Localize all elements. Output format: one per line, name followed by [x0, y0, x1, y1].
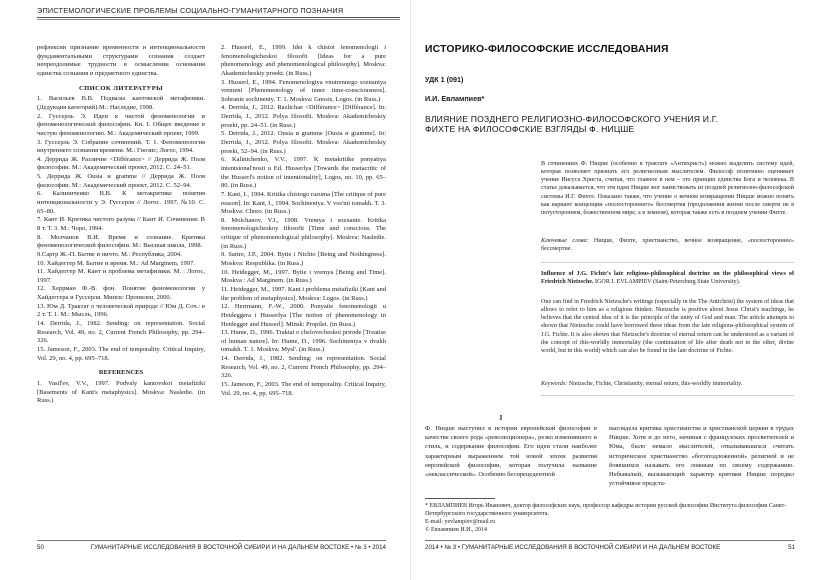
- en-reference-item: 14. Derrida, J., 1982. Sending: on representation. Social Research, Vol. 49, no. 2, Current French Philosophy, pp. 294–326.: [221, 355, 386, 380]
- footnote-copyright: © Евлампиев И.И., 2014: [425, 527, 488, 534]
- abstract-divider-2: [541, 395, 794, 396]
- ru-reference-item: 7. Кант И. Критика чистого разума // Кант И. Сочинения: В 8 т. Т. 3. М.: Чоро, 1994.: [37, 216, 205, 232]
- keywords-ru-label: Ключевые слова:: [541, 238, 589, 244]
- keywords-en-label: Keywords:: [541, 381, 568, 387]
- en-reference-item: 13. Hume, D., 1996. Traktat o chelovecheskoi prirode [Treatise of human nature]. In: Hume, D., 1996. Sochineniya v dvukh tomakh. T. 1. Moskva: Mysl'. (in Russ.): [221, 329, 386, 354]
- en-reference-item: 11. Heidegger, M., 1997. Kant i problema metafiziki [Kant and the problem of metaphysics]. Moskva: Logos. (in Russ.): [221, 285, 386, 302]
- ru-references-title: СПИСОК ЛИТЕРАТУРЫ: [78, 84, 164, 92]
- en-reference-item: 2. Husserl, E., 1999. Idei k chistoi fenomenologii i fenomenologicheskoi filosofii [Ideas for a pure phenomenology and phenomenological philosophy]. Moskva: Akademicheskiy proekt. (in Russ.): [221, 44, 386, 77]
- en-reference-item: 3. Husserl, E., 1994. Fenomenologiya vnutrennego soznaniya vremeni [Phenomenology of inner time-consciousness]. Sobranie sochineniy. T. 1. Moskva: Gnosis, Logos. (in Russ.): [221, 78, 386, 103]
- ru-reference-item: 1. Васильев В.В. Подвалы кантовской метафизики. (Дедукция категорий).М.: Наследие, 1998.: [37, 95, 205, 111]
- ru-reference-item: 5. Деррида Ж. Ousia и gramme // Деррида Ж. Поля философии. М.: Академический проект, 2012. С. 52–94.: [37, 173, 205, 189]
- ru-reference-item: 12. Херрман Ф.-В. фон. Понятие феноменологии у Хайдеггера и Гуссерля. Минск: Пропилеи, 2000.: [37, 285, 205, 302]
- en-reference-item: 6. Kalinichenko, V.V., 1997. K metakritike ponyatiya intentsional'nosti u Ed. Husserlya [Towards the metacritic of the Husserl's notion of intentionality], Logos, no. 10, pp. 65–80. (in Russ.): [221, 156, 386, 190]
- right-footer: [425, 544, 795, 551]
- journal-footer: ГУМАНИТАРНЫЕ ИССЛЕДОВАНИЯ В ВОСТОЧНОЙ СИБИРИ И НА ДАЛЬНЕМ ВОСТОКЕ • № 3 • 2014: [90, 544, 386, 551]
- keywords-en: [541, 380, 794, 388]
- body-column-1: Ф. Ницше выступил в истории европейской философии в качестве своего рода «революционера», резко изменившего и стиль, и содержание философии. Его идеи стали наиболее характерным выражением той новой эпохи развития европейской философии, которая получила название «неклассической». Особенно беспрецедентной: [425, 425, 597, 479]
- en-reference-item: 15. Jameson, F., 2003. The end of temporality. Critical Inquiry, Vol. 29, no. 4, pp. 695–718.: [221, 380, 386, 397]
- page-number: 51: [788, 544, 795, 551]
- ru-reference-item: 13. Юм Д. Трактат о человеческой природе // Юм Д. Соч.: в 2 т. Т. 1. М.: Мысль, 1996.: [37, 302, 205, 319]
- abstract-divider: [541, 262, 794, 263]
- left-footer: [37, 544, 386, 551]
- abstract-en: One can find in Friedrich Nietzsche's writings (especially in the The Antichrist) the system of ideas that allows to refer to him as a religious thinker. Nietzsche is positive about Jesus Christ's teachings, he believes that the central idea of it is the principle of the unity of God and man. The article attempts to shown that Nietzsche could have borrowed these ideas from the late religious-philosophical system of J.G. Fichte. It is also shown that Nietzsche's doctrine of eternal return can be understood as a variant of the concept of this-worldly immortality (the continuation of life after death not in the other, divine world, but in this world) which can also be found in the late doctrine of Fichte.: [541, 299, 794, 354]
- left-column-1: [37, 44, 205, 406]
- en-reference-item: 9. Sartre, J.P., 2004. Bytie i Nichto [Being and Nothingness]. Moskva: Respublika. (in Russ.): [221, 251, 386, 268]
- footer-rule: [37, 540, 386, 541]
- en-reference-item: 4. Derrida, J., 2012. Razlichae <Différance> [Différance]. In: Derrida, J., 2012. Polya filosofii. Moskva: Akademicheskiy proekt, pp. 24–51. (in Russ.): [221, 104, 386, 129]
- right-page: [410, 0, 820, 580]
- running-head: ЭПИСТЕМОЛОГИЧЕСКИЕ ПРОБЛЕМЫ СОЦИАЛЬНО-ГУМАНИТАРНОГО ПОЗНАНИЯ: [37, 6, 344, 15]
- journal-footer: 2014 • № 3 • ГУМАНИТАРНЫЕ ИССЛЕДОВАНИЯ В ВОСТОЧНОЙ СИБИРИ И НА ДАЛЬНЕМ ВОСТОКЕ: [425, 544, 721, 551]
- ru-reference-item: 15. Jameson, F., 2003. The end of temporality. Critical Inquiry, Vol. 29, no. 4, pp. 695–718.: [37, 345, 205, 362]
- keywords-ru: [541, 237, 794, 253]
- section-number: I: [499, 414, 503, 422]
- en-reference-item: 5. Derrida, J., 2012. Ousia и gramme [Ousia и gramme]. In: Derrida, J., 2012. Polya filosofii. Moskva: Akademicheskiy proekt, 52–94. (in Russ.): [221, 130, 386, 155]
- article-title: ВЛИЯНИЕ ПОЗДНЕГО РЕЛИГИОЗНО-ФИЛОСОФСКОГО УЧЕНИЯ И.Г. ФИХТЕ НА ФИЛОСОФСКИЕ ВЗГЛЯДЫ Ф. НИЦШЕ: [425, 114, 719, 135]
- keywords-ru-text: Ницше, Фихте, христианство, вечное возвращение, «посюстороннее» бессмертие.: [541, 238, 794, 253]
- ru-reference-item: 4. Деррида Ж. Различие <Différance> // Деррида Ж. Поля философии. М.: Академический проект, 2012. С. 24–51.: [37, 155, 205, 172]
- ru-reference-item: 2. Гуссерль Э. Идеи к чистой феноменологии и феноменологической философии. Кн. I. Общее введение в чистую феноменологию. М.: Академический проект, 1999.: [37, 112, 205, 137]
- ru-reference-item: 8. Молчанов В.И. Время и сознание. Критика феноменологической философии. М.: Высшая школа, 1998.: [37, 233, 205, 250]
- abstract-ru: В сочинениях Ф. Ницше (особенно в трактате «Антихрист») можно выделить систему идей, которая позволяет признать его религиозным мыслителем. Философ позитивно оценивает учение Иисуса Христа, считая, что главное в нем – это принцип единства Бога и человека. В статье доказывается, что эти идеи Ницше мог заимствовать из поздней религиозно-философской системы И.Г. Фихте. Показано также, что учение о вечном возвращении Ницше можно понять как вариант концепции «посюстороннего» бессмертия (продолжения жизни после смерти не в потустороннем, божественном мире, а в земном), которая также есть в позднем учении Фихте.: [541, 161, 794, 216]
- section-heading: ИСТОРИКО-ФИЛОСОФСКИЕ ИССЛЕДОВАНИЯ: [425, 44, 669, 55]
- en-reference-item: 1. Vasil'ev, V.V., 1997. Podvaly kantovskoi metafiziki [Basements of Kant's metaphysics]. Moskva: Nasledie. (in Russ.): [37, 379, 205, 405]
- left-column-2: [221, 44, 386, 398]
- footer-rule: [425, 540, 795, 541]
- ru-reference-item: 3. Гуссерль Э. Собрание сочинений. Т. 1. Феноменология внутреннего сознания времени. М.: Гнозис; Логос, 1994.: [37, 138, 205, 155]
- footnote-text: * ЕВЛАМПИЕВ Игорь Иванович, доктор философских наук, профессор кафедры истории русской философии Института философии Санкт-Петербургского государственного университета.: [425, 503, 787, 518]
- header-rule: [37, 17, 400, 18]
- ru-reference-item: 9.Сартр Ж.-П. Бытие и ничто. М.: Республика, 2004.: [37, 250, 182, 258]
- abstract-en-title: Influence of J.G. Fichte's late religious-philosophical doctrine on the philosophical views of Friedrich Nietzsche.: [541, 271, 794, 286]
- article-author: И.И. Евлампиев*: [425, 94, 485, 103]
- abstract-en-heading: [541, 270, 794, 286]
- en-reference-item: 7. Kant, I., 1994. Kritika chistogo razuma [The critique of pure reason]. In: Kant, I., 1994. Sochineniya. V vos'mi tomakh. T. 3. Moskva: Choro. (in Russ.): [221, 190, 386, 216]
- body-column-2: выглядела критика христианства и христианской церкви в трудах Ницше. Хотя и до него, начиная с французских просветителей и Юма, было немало мыслителей, отказывавшихся считать историческое христианство «богоподложенной» религией и не боявшихся называть его ложным по своему содержанию. Небывалый, вызывающий характер критики Ницше породил устойчивое предста-: [609, 425, 794, 488]
- footnote-email: E-mail: yevlampiev@mail.ru: [425, 519, 496, 526]
- en-references-title: REFERENCES: [98, 369, 144, 377]
- udc-code: УДК 1 (091): [425, 75, 464, 84]
- en-reference-item: 8. Molchanov, V.I., 1998. Vremya i soznanie. Kritika fenomenologicheskoy filosofii [Time and conscious. The critique of phenomenological philosophy]. Moskva: Nasledie. (in Russ.): [221, 216, 386, 250]
- footnote: [425, 502, 795, 534]
- intro-paragraph: рефлексии признание временности и интенциональности фундаментальными структурами сознания создает непреодолимые трудности в осмыслении основания единства сознания и предметного единства.: [37, 44, 205, 77]
- keywords-en-text: Nietzsche, Fichte, Christianity, eternal return, this-worldly immortality.: [568, 381, 743, 387]
- footnote-rule: [425, 498, 495, 499]
- page-number: 50: [37, 544, 44, 551]
- ru-reference-item: 6. Калиниченко В.В. К метакритике понятия интенциональности у Э. Гуссерля // Логос. 1997. №10. С. 65–80.: [37, 190, 205, 215]
- ru-reference-item: 14. Derrida, J., 1982. Sending: on representation. Social Research, Vol. 49, no. 2, Current French Philosophy, pp. 294–326.: [37, 319, 205, 345]
- ru-reference-item: 11. Хайдеггер М. Кант и проблема метафизики. М. : Логос, 1997.: [37, 268, 205, 284]
- en-reference-item: 12. Herrmann, F.-W., 2000. Ponyatie fenomenologii u Heideggera i Husserlya [The notion of phenomenology in Heidegger and Husserl]. Minsk: Propilei. (in Russ.): [221, 303, 386, 328]
- en-reference-item: 10. Heidegger, M., 1997. Bytie i vremya [Being and Time]. Moskva : Ad Marginem. (in Russ.): [221, 268, 386, 285]
- ru-references-list: [37, 95, 205, 363]
- ru-reference-item: 10. Хайдеггер М. Бытие и время. М.: Ad Marginem, 1997.: [37, 259, 195, 267]
- abstract-en-author: IGOR I. EVLAMPIEV (Saint-Petersburg State University).: [595, 279, 741, 286]
- header-rule-thin: [37, 19, 400, 20]
